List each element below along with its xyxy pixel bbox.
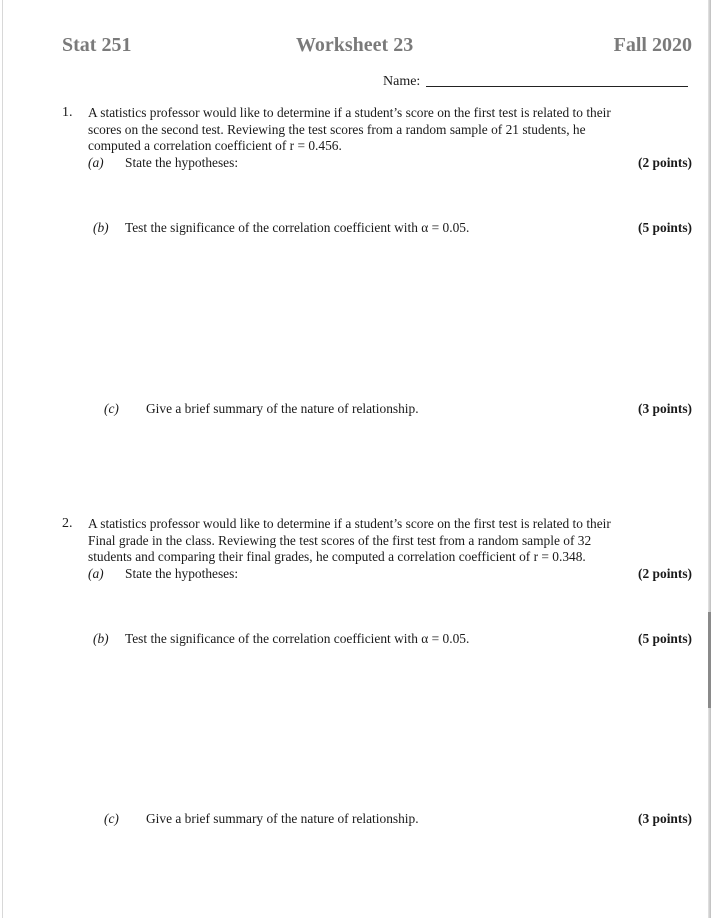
part-text: Test the significance of the correlation coefficient with α = 0.05. <box>125 220 470 235</box>
question-1-part-c-points: (3 points) <box>638 401 692 416</box>
part-label: (c) <box>104 401 119 416</box>
part-text: Test the significance of the correlation coefficient with α = 0.05. <box>125 631 470 646</box>
question-2-line-2: Final grade in the class. Reviewing the test scores of the first test from a random sample of 32 <box>88 532 592 548</box>
question-2-part-b-points: (5 points) <box>638 631 692 646</box>
course-title: Stat 251 <box>62 34 132 56</box>
part-text: Give a brief summary of the nature of relationship. <box>146 401 419 416</box>
question-2-part-c <box>104 811 419 827</box>
part-label: (b) <box>93 631 109 646</box>
question-2-part-b <box>93 631 469 647</box>
worksheet-title: Worksheet 23 <box>296 34 414 56</box>
question-2-number: 2. <box>62 516 73 531</box>
name-blank-line[interactable] <box>426 86 688 87</box>
question-1-part-b-points: (5 points) <box>638 220 692 235</box>
scrollbar-thumb[interactable] <box>708 612 711 708</box>
question-1-line-3: computed a correlation coefficient of r = 0.456. <box>88 138 342 153</box>
question-2-text <box>88 516 688 566</box>
name-field <box>383 74 688 90</box>
name-label: Name: <box>383 74 421 89</box>
part-label: (c) <box>104 811 119 826</box>
part-text: State the hypotheses: <box>125 155 239 170</box>
question-2-part-a-points: (2 points) <box>638 566 692 581</box>
question-1-part-b <box>93 220 469 236</box>
part-text: Give a brief summary of the nature of relationship. <box>146 811 419 826</box>
question-1-part-c <box>104 401 419 417</box>
question-2-line-3: students and comparing their final grades, he computed a correlation coefficient of r = 0.348. <box>88 549 586 564</box>
question-1-number: 1. <box>62 105 73 120</box>
question-1-text <box>88 105 688 155</box>
question-1-line-2: scores on the second test. Reviewing the test scores from a random sample of 21 students, he <box>88 121 586 137</box>
term-label: Fall 2020 <box>613 34 692 56</box>
question-2-part-c-points: (3 points) <box>638 811 692 826</box>
page-left-edge <box>2 0 3 918</box>
part-text: State the hypotheses: <box>125 566 239 581</box>
part-label: (a) <box>88 566 104 581</box>
question-1-part-a <box>88 155 238 171</box>
question-2-part-a <box>88 566 238 582</box>
question-1-line-1: A statistics professor would like to determine if a student’s score on the first test is related to their <box>88 105 611 120</box>
scrollbar-track[interactable] <box>708 0 711 918</box>
question-1-part-a-points: (2 points) <box>638 155 692 170</box>
part-label: (b) <box>93 220 109 235</box>
part-label: (a) <box>88 155 104 170</box>
question-2-line-1: A statistics professor would like to determine if a student’s score on the first test is related to their <box>88 516 611 531</box>
